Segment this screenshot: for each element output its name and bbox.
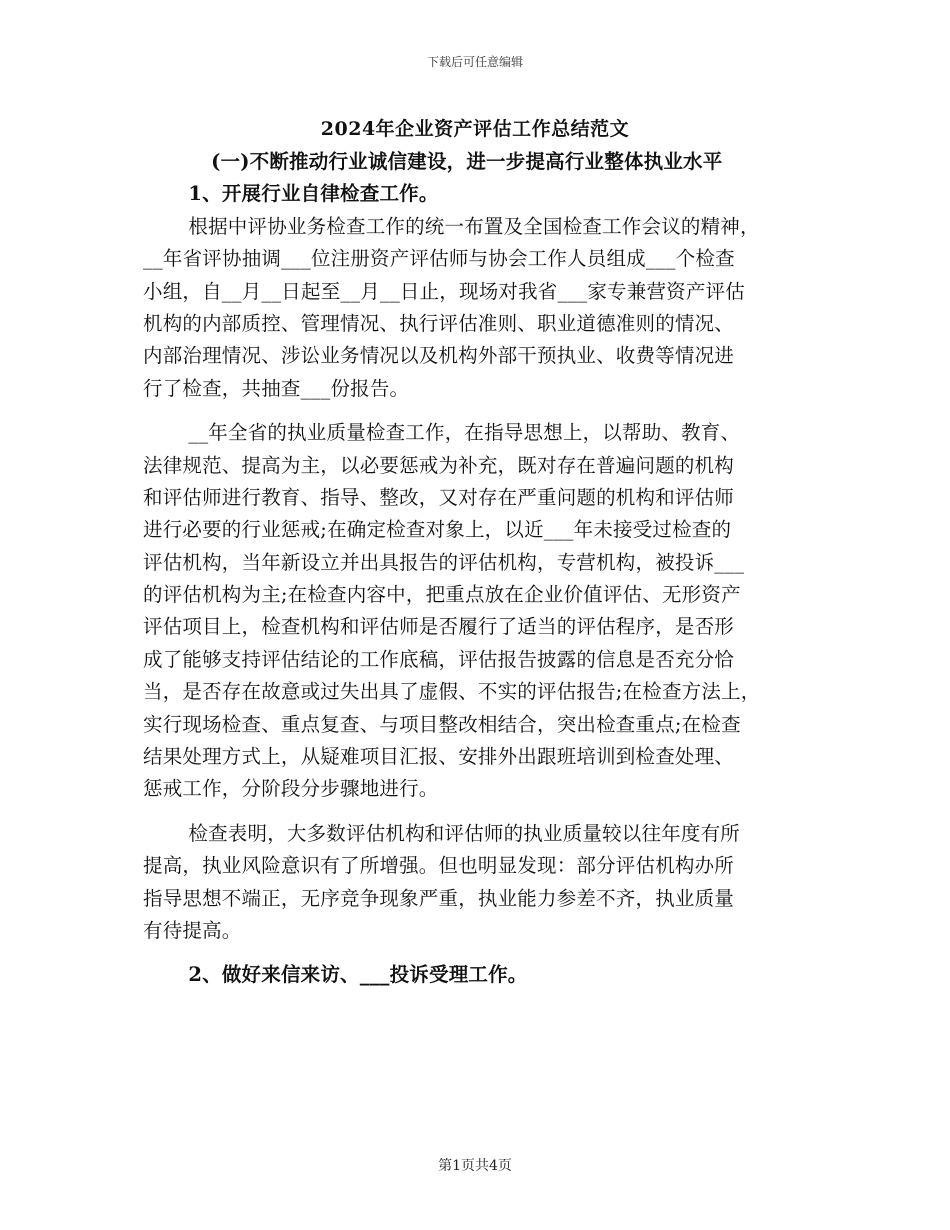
text-line: 评估机构，当年新设立并出具报告的评估机构，专营机构，被投诉___: [143, 550, 745, 574]
text-line: 有待提高。: [143, 918, 242, 942]
text-line: 提高，执业风险意识有了所增强。但也明显发现：部分评估机构办所: [143, 854, 735, 878]
paragraph-gap: [143, 405, 813, 417]
document-title: 2024年企业资产评估工作总结范文: [320, 118, 630, 140]
text-line: 进行必要的行业惩戒;在确定检查对象上，以近___年未接受过检查的: [143, 518, 732, 542]
paragraph-gap: [143, 806, 813, 818]
text-line: 实行现场检查、重点复查、与项目整改相结合，突出检查重点;在检查: [143, 712, 741, 736]
paragraph-gap: [143, 947, 813, 959]
text-line: 成了能够支持评估结论的工作底稿，评估报告披露的信息是否充分恰: [143, 647, 735, 671]
header-note: 下载后可任意编辑: [426, 55, 523, 69]
text-line: 根据中评协业务检查工作的统一布置及全国检查工作会议的精神，: [188, 214, 760, 238]
text-line: 惩戒工作，分阶段分步骤地进行。: [143, 777, 439, 801]
section-heading: 2、做好来信来访、___投诉受理工作。: [188, 963, 528, 987]
section-heading: 1、开展行业自律检查工作。: [188, 182, 439, 206]
text-line: 和评估师进行教育、指导、整改，又对存在严重问题的机构和评估师: [143, 485, 735, 509]
text-line: 法律规范、提高为主，以必要惩戒为补充，既对存在普遍问题的机构: [143, 453, 735, 477]
text-line: 小组，自__月__日起至__月__日止，现场对我省___家专兼营资产评估: [143, 279, 745, 303]
text-line: 行了检查，共抽查___份报告。: [143, 376, 410, 400]
text-line: 内部治理情况、涉讼业务情况以及机构外部干预执业、收费等情况进: [143, 344, 735, 368]
text-line: 指导思想不端正，无序竞争现象严重，执业能力参差不齐，执业质量: [143, 886, 735, 910]
text-line: __年省评协抽调___位注册资产评估师与协会工作人员组成___个检查: [143, 247, 735, 271]
page-footer: 第1页共4页: [438, 1158, 512, 1174]
document-body: [143, 146, 813, 992]
text-line: __年全省的执业质量检查工作，在指导思想上，以帮助、教育、: [188, 421, 741, 445]
text-line: 机构的内部质控、管理情况、执行评估准则、职业道德准则的情况、: [143, 311, 735, 335]
text-line: 评估项目上，检查机构和评估师是否履行了适当的评估程序，是否形: [143, 615, 735, 639]
section-heading: (一)不断推动行业诚信建设，进一步提高行业整体执业水平: [211, 150, 723, 173]
text-line: 结果处理方式上，从疑难项目汇报、安排外出跟班培训到检查处理、: [143, 745, 735, 769]
text-line: 当，是否存在故意或过失出具了虚假、不实的评估报告;在检查方法上，: [143, 680, 761, 704]
text-line: 的评估机构为主;在检查内容中，把重点放在企业价值评估、无形资产: [143, 583, 741, 607]
text-line: 检查表明，大多数评估机构和评估师的执业质量较以往年度有所: [188, 821, 740, 845]
